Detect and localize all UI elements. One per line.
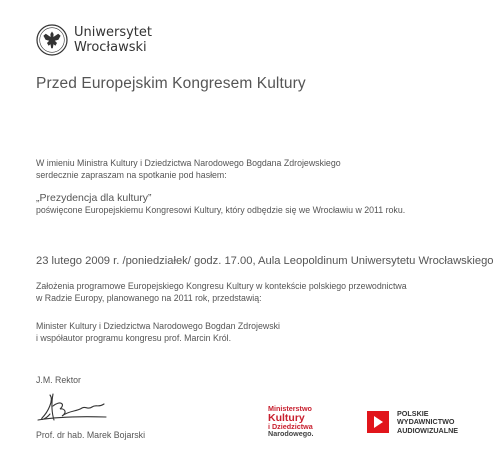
ministry-logo (268, 405, 314, 438)
university-logo (36, 24, 152, 56)
page-title: Przed Europejskim Kongresem Kultury (36, 75, 306, 92)
signer-name: Prof. dr hab. Marek Bojarski (36, 430, 146, 440)
ministry-line1: Ministerstwo (268, 404, 312, 413)
pisf-line3: AUDIOWIZUALNE (397, 425, 459, 435)
play-icon (367, 411, 389, 433)
meeting-title: „Prezydencja dla kultury” (36, 192, 152, 204)
ministry-line3: i Dziedzictwa (268, 421, 313, 431)
ministry-line4: Narodowego. (268, 429, 314, 439)
presenters-line2: i współautor programu kongresu prof. Marcin Król. (36, 332, 232, 343)
university-name-line1: Uniwersytet (74, 25, 152, 40)
pisf-line2: WYDAWNICTWO (397, 417, 455, 427)
rektor-label: J.M. Rektor (36, 375, 81, 385)
eagle-seal-icon (36, 24, 68, 56)
event-date-location: 23 lutego 2009 r. /poniedziałek/ godz. 17.00, Aula Leopoldinum Uniwersytetu Wrocławskiego (36, 255, 494, 267)
ministry-line2: Kultury (268, 411, 305, 424)
signature-image (36, 390, 114, 424)
presenters-paragraph (36, 321, 280, 344)
intro-paragraph (36, 158, 341, 181)
pisf-name (397, 410, 458, 435)
pisf-logo (367, 410, 458, 435)
meeting-description: poświęcone Europejskiemu Kongresowi Kultury, który odbędzie się we Wrocławiu w 2011 roku. (36, 205, 406, 215)
assumptions-paragraph (36, 281, 407, 304)
intro-line2: serdecznie zapraszam na spotkanie pod hasłem: (36, 169, 227, 180)
university-name-line2: Wrocławski (74, 40, 147, 55)
intro-line1: W imieniu Ministra Kultury i Dziedzictwa Narodowego Bogdana Zdrojewskiego (36, 158, 341, 168)
university-name (74, 25, 152, 55)
assumptions-line2: w Radzie Europy, planowanego na 2011 rok, przedstawią: (36, 292, 262, 303)
presenters-line1: Minister Kultury i Dziedzictwa Narodowego Bogdan Zdrojewski (36, 321, 280, 331)
pisf-line1: POLSKIE (397, 409, 429, 418)
assumptions-line1: Założenia programowe Europejskiego Kongresu Kultury w kontekście polskiego przewodnictwa (36, 281, 407, 291)
